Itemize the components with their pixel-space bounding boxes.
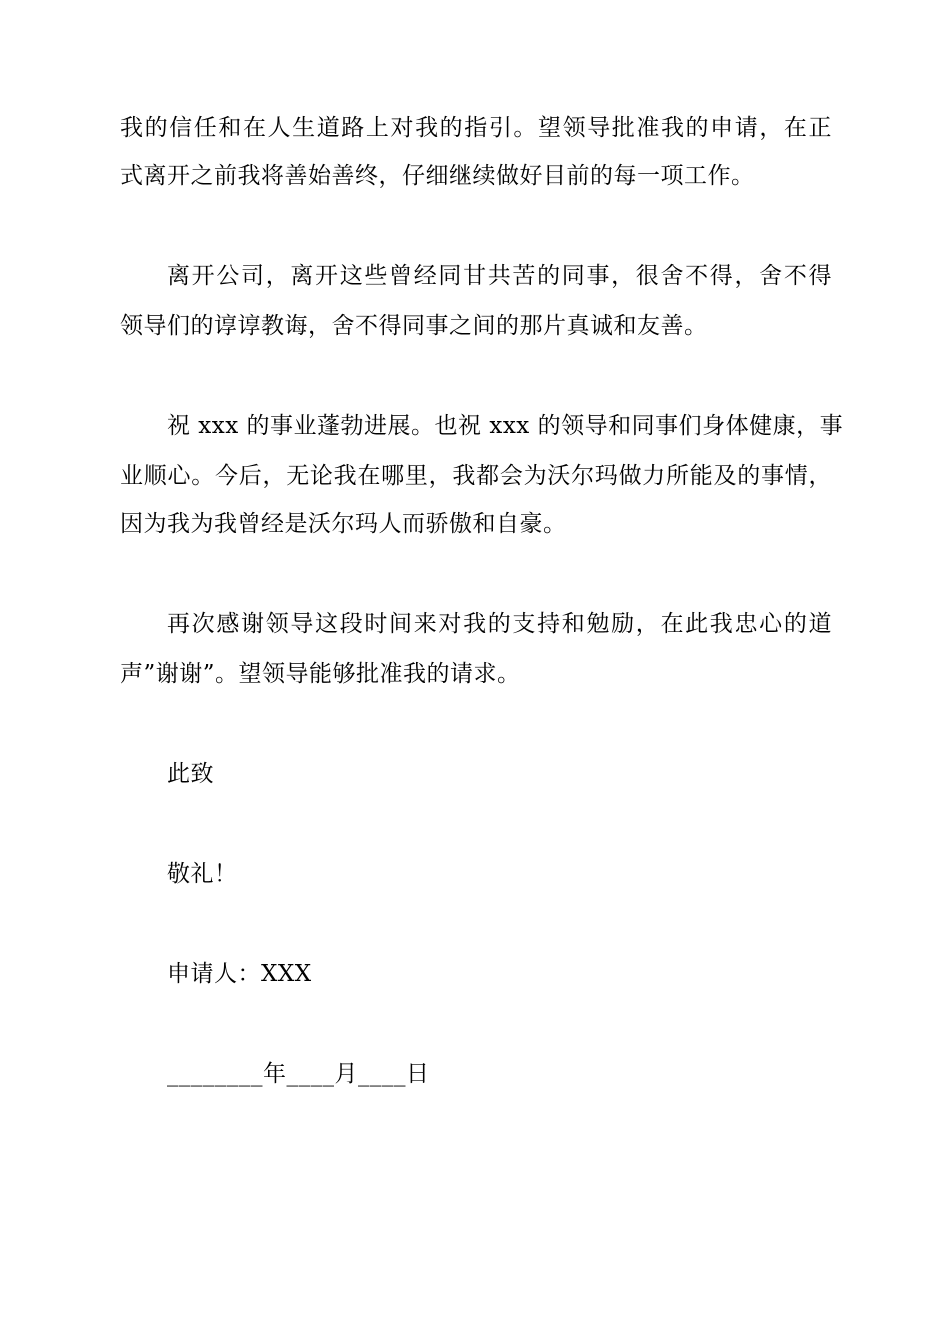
paragraph-3-line-3: 因为我为我曾经是沃尔玛人而骄傲和自豪。 bbox=[120, 511, 567, 537]
paragraph-1-line-2: 式离开之前我将善始善终，仔细继续做好目前的每一项工作。 bbox=[120, 163, 755, 189]
paragraph-1-line-1: 我的信任和在人生道路上对我的指引。望领导批准我的申请，在正 bbox=[120, 115, 832, 141]
closing-text: 此致 bbox=[167, 761, 214, 787]
paragraph-4-line-2: 声”谢谢”。望领导能够批准我的请求。 bbox=[120, 661, 521, 687]
paragraph-4-line-1: 再次感谢领导这段时间来对我的支持和勉励，在此我忠心的道 bbox=[167, 611, 832, 637]
paragraph-2-line-1: 离开公司，离开这些曾经同甘共苦的同事，很舍不得，舍不得 bbox=[167, 263, 832, 289]
paragraph-3-line-1: 祝 xxx 的事业蓬勃进展。也祝 xxx 的领导和同事们身体健康，事 bbox=[167, 413, 844, 439]
signature-text: 申请人：XXX bbox=[167, 961, 312, 987]
paragraph-3-line-2: 业顺心。今后，无论我在哪里，我都会为沃尔玛做力所能及的事情， bbox=[120, 463, 832, 489]
salute-text: 敬礼！ bbox=[167, 861, 238, 887]
paragraph-2-line-2: 领导们的谆谆教诲，舍不得同事之间的那片真诚和友善。 bbox=[120, 313, 708, 339]
date-line: ________年____月____日 bbox=[167, 1061, 430, 1087]
